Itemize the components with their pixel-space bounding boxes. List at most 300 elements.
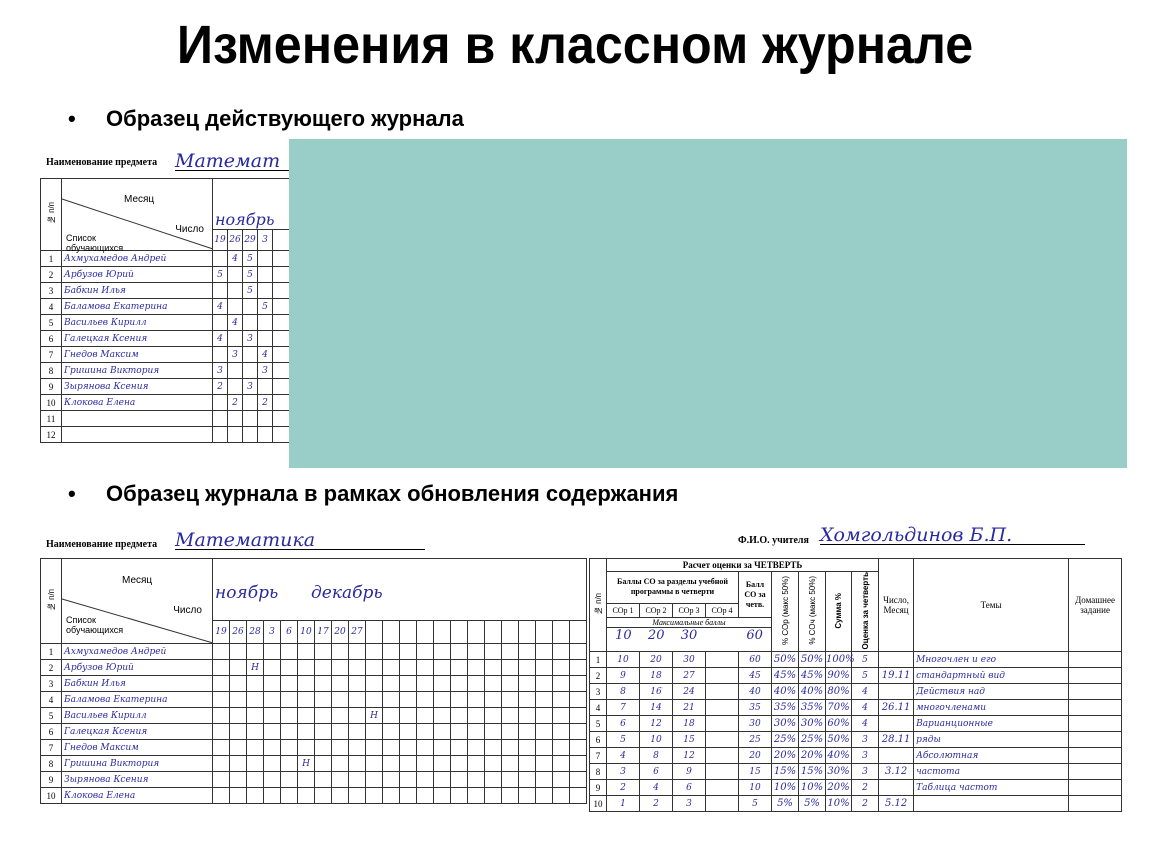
row-number: 4 [41, 299, 62, 315]
grade-cell: 2 [228, 395, 243, 411]
calc-s4 [706, 716, 739, 732]
grade-cell [485, 644, 502, 660]
grade-cell [247, 692, 264, 708]
calc-grade: 4 [852, 716, 879, 732]
grade-cell [553, 724, 570, 740]
grade-cell [519, 724, 536, 740]
grade-cell: 5 [243, 267, 258, 283]
grade-cell [417, 692, 434, 708]
journal2-row [41, 644, 587, 660]
journal2-month-label: Месяц [122, 575, 153, 586]
grade-cell [230, 724, 247, 740]
grade-cell [213, 772, 230, 788]
grade-cell [315, 692, 332, 708]
journal1-row [41, 267, 311, 283]
grade-cell [434, 772, 451, 788]
calc-p1: 30% [772, 716, 799, 732]
calc-grade: 2 [852, 796, 879, 812]
calc-s3: 3 [673, 796, 706, 812]
so-col-header: СОр 3 [673, 603, 706, 617]
grade-cell [366, 692, 383, 708]
row-number: 6 [590, 732, 607, 748]
empty-cell [570, 692, 587, 708]
grade-cell [553, 756, 570, 772]
calc-s1: 2 [607, 780, 640, 796]
grade-cell [434, 676, 451, 692]
so-col-header: СОр 4 [706, 603, 739, 617]
calc-grade: 4 [852, 700, 879, 716]
calc-s2: 20 [640, 652, 673, 668]
grade-cell [366, 676, 383, 692]
homework-cell [1069, 652, 1122, 668]
journal2-date-empty [519, 620, 536, 643]
grade-cell [315, 660, 332, 676]
grade-cell [247, 740, 264, 756]
calc-topic [914, 796, 1069, 812]
grade-cell [298, 788, 315, 804]
journal1-row [41, 379, 311, 395]
row-number: 11 [41, 411, 62, 427]
grade-cell [264, 772, 281, 788]
grade-cell [228, 363, 243, 379]
grade-cell [519, 692, 536, 708]
calc-s4 [706, 732, 739, 748]
grade-cell [366, 788, 383, 804]
student-name: Зырянова Ксения [62, 772, 213, 788]
journal2-date-empty [451, 620, 468, 643]
calc-p2: 25% [799, 732, 826, 748]
calc-ball: 15 [739, 764, 772, 780]
grade-cell [247, 676, 264, 692]
grade-cell [213, 660, 230, 676]
grade-cell [230, 772, 247, 788]
calc-ball: 20 [739, 748, 772, 764]
student-name: Гришина Виктория [62, 756, 213, 772]
grade-cell [553, 644, 570, 660]
journal1-row [41, 331, 311, 347]
grade-cell [298, 676, 315, 692]
calc-date [879, 716, 914, 732]
grade-cell [383, 788, 400, 804]
calc-s4 [706, 652, 739, 668]
grade-cell [485, 788, 502, 804]
grade-cell [451, 676, 468, 692]
calc-sum: 100% [826, 652, 852, 668]
calc-row [590, 700, 1122, 716]
grade-cell [417, 708, 434, 724]
grade-cell [213, 251, 228, 267]
grade-cell [349, 676, 366, 692]
grade-cell [281, 676, 298, 692]
grade-cell [258, 331, 273, 347]
grade-cell [264, 740, 281, 756]
grade-cell [315, 740, 332, 756]
grade-cell [400, 740, 417, 756]
calc-s1: 10 [607, 652, 640, 668]
grade-cell [468, 708, 485, 724]
grade-cell [213, 347, 228, 363]
journal2-date: 6 [281, 620, 298, 643]
grade-cell [230, 660, 247, 676]
calc-date: 3.12 [879, 764, 914, 780]
grade-cell [519, 756, 536, 772]
grade-cell [485, 692, 502, 708]
row-number: 3 [41, 676, 62, 692]
grade-cell [451, 692, 468, 708]
max-value [705, 628, 738, 643]
grade-cell: 2 [258, 395, 273, 411]
grade-cell [258, 315, 273, 331]
grade-cell [298, 692, 315, 708]
grade-cell [400, 772, 417, 788]
grade-cell [383, 708, 400, 724]
homework-cell [1069, 764, 1122, 780]
calc-date: 5.12 [879, 796, 914, 812]
grade-cell [230, 788, 247, 804]
grade-cell [434, 740, 451, 756]
grade-cell [332, 740, 349, 756]
grade-cell [468, 756, 485, 772]
calc-s4 [706, 748, 739, 764]
grade-cell [349, 660, 366, 676]
grade-cell [315, 772, 332, 788]
grade-cell [243, 315, 258, 331]
calc-s4 [706, 700, 739, 716]
grade-cell [468, 788, 485, 804]
journal2-row [41, 740, 587, 756]
grade-cell [349, 644, 366, 660]
grade-cell [383, 772, 400, 788]
grade-cell [400, 724, 417, 740]
grade-cell [264, 708, 281, 724]
calc-s2: 14 [640, 700, 673, 716]
calc-date: 26.11 [879, 700, 914, 716]
journal2-row [41, 676, 587, 692]
grade-cell [298, 724, 315, 740]
grade-cell [366, 660, 383, 676]
empty-cell [570, 740, 587, 756]
grade-cell [298, 740, 315, 756]
journal2-date: 27 [349, 620, 366, 643]
calc-s2: 16 [640, 684, 673, 700]
journal1-month-label: Месяц [124, 194, 155, 205]
grade-cell [502, 740, 519, 756]
student-name: Галецкая Ксения [62, 724, 213, 740]
journal2-list-label: Список обучающихся [66, 615, 124, 635]
grade-cell [228, 283, 243, 299]
calc-ball: 60 [739, 652, 772, 668]
grade-cell [228, 267, 243, 283]
grade-cell [485, 772, 502, 788]
calc-sum: 20% [826, 780, 852, 796]
calc-row [590, 684, 1122, 700]
student-name: Зырянова Ксения [62, 379, 213, 395]
grade-cell [417, 676, 434, 692]
absence-mark: Н [298, 756, 315, 772]
journal1-date: 29 [243, 230, 258, 251]
grade-cell [258, 427, 273, 443]
homework-cell [1069, 716, 1122, 732]
grade-cell [536, 644, 553, 660]
row-number: 8 [590, 764, 607, 780]
grade-cell: 3 [213, 363, 228, 379]
calc-date [879, 748, 914, 764]
grade-cell [264, 788, 281, 804]
bullet-dot: • [68, 106, 76, 131]
grade-cell [434, 724, 451, 740]
grade-cell [434, 788, 451, 804]
calc-p2: 35% [799, 700, 826, 716]
grade-cell [228, 299, 243, 315]
sections-header: Баллы СО за разделы учебной программы в четверти [607, 572, 739, 604]
calc-s2: 4 [640, 780, 673, 796]
grade-cell [434, 644, 451, 660]
grade-cell [451, 708, 468, 724]
grade-cell [281, 708, 298, 724]
grade-cell: 3 [228, 347, 243, 363]
row-number: 9 [41, 379, 62, 395]
row-number: 1 [41, 251, 62, 267]
grade-cell [451, 740, 468, 756]
journal2-date: 3 [264, 620, 281, 643]
grade-cell [230, 692, 247, 708]
calc-p1: 40% [772, 684, 799, 700]
calc-grade: 3 [852, 732, 879, 748]
calc-s1: 6 [607, 716, 640, 732]
grade-cell [349, 756, 366, 772]
grade-cell [485, 660, 502, 676]
student-name: Бабкин Илья [62, 283, 213, 299]
grade-quarter-header: Оценка за четверть [860, 572, 870, 650]
calc-p1: 35% [772, 700, 799, 716]
journal2-date: 19 [213, 620, 230, 643]
row-number: 3 [41, 283, 62, 299]
row-number: 2 [41, 660, 62, 676]
grade-cell [536, 772, 553, 788]
grade-cell [383, 676, 400, 692]
teal-cover-block [289, 139, 1127, 468]
calc-s3: 30 [673, 652, 706, 668]
calc-ball: 35 [739, 700, 772, 716]
calc-s2: 8 [640, 748, 673, 764]
grade-cell [332, 644, 349, 660]
journal2-right-table [589, 558, 1122, 812]
grade-cell [315, 724, 332, 740]
row-number: 5 [41, 315, 62, 331]
journal1-list-label: Список обучающихся [66, 233, 124, 253]
grade-cell [417, 772, 434, 788]
grade-cell [536, 660, 553, 676]
calc-s1: 3 [607, 764, 640, 780]
grade-cell [366, 740, 383, 756]
calc-sum: 60% [826, 716, 852, 732]
empty-cell [570, 788, 587, 804]
journal1-date: 19 [213, 230, 228, 251]
grade-cell [281, 724, 298, 740]
student-name: Гнедов Максим [62, 740, 213, 756]
grade-cell [519, 740, 536, 756]
grade-cell [243, 347, 258, 363]
journal2-row [41, 660, 587, 676]
grade-cell [451, 644, 468, 660]
journal2-date-empty [570, 620, 587, 643]
grade-cell [332, 756, 349, 772]
student-name: Галецкая Ксения [62, 331, 213, 347]
calc-topic: Абсолютная [914, 748, 1069, 764]
grade-cell [213, 411, 228, 427]
calc-p1: 20% [772, 748, 799, 764]
journal1-number-label: Число [175, 224, 204, 235]
calc-s3: 12 [673, 748, 706, 764]
calc-grade: 3 [852, 748, 879, 764]
grade-cell [228, 331, 243, 347]
grade-cell [332, 692, 349, 708]
grade-cell [400, 788, 417, 804]
homework-cell [1069, 796, 1122, 812]
calc-s1: 5 [607, 732, 640, 748]
calc-row [590, 748, 1122, 764]
calc-s2: 12 [640, 716, 673, 732]
journal2-date-empty [468, 620, 485, 643]
calc-ball: 40 [739, 684, 772, 700]
grade-cell [315, 676, 332, 692]
journal2-row [41, 788, 587, 804]
calc-s2: 18 [640, 668, 673, 684]
grade-cell [417, 740, 434, 756]
grade-cell [451, 724, 468, 740]
max-value: 20 [647, 628, 665, 644]
calc-ball: 45 [739, 668, 772, 684]
grade-cell [281, 756, 298, 772]
empty-cell [570, 708, 587, 724]
row-number: 9 [41, 772, 62, 788]
grade-cell [502, 772, 519, 788]
grade-cell: 4 [228, 315, 243, 331]
grade-cell [349, 692, 366, 708]
grade-cell [264, 644, 281, 660]
grade-cell [553, 772, 570, 788]
journal2-month2: декабрь [311, 583, 383, 603]
grade-cell [502, 660, 519, 676]
so-col-header: СОр 1 [607, 603, 640, 617]
grade-cell [243, 299, 258, 315]
row-number: 7 [590, 748, 607, 764]
journal1-row [41, 411, 311, 427]
calc-s3: 6 [673, 780, 706, 796]
calc-grade: 3 [852, 764, 879, 780]
calc-p1: 50% [772, 652, 799, 668]
calc-date [879, 652, 914, 668]
calc-date: 28.11 [879, 732, 914, 748]
grade-cell [400, 644, 417, 660]
grade-cell [536, 692, 553, 708]
homework-header: Домашнее задание [1069, 559, 1122, 652]
calc-grade: 2 [852, 780, 879, 796]
bullet-current-journal [68, 106, 464, 132]
journal1-row [41, 299, 311, 315]
calc-grade: 5 [852, 668, 879, 684]
calc-s3: 9 [673, 764, 706, 780]
calc-s3: 27 [673, 668, 706, 684]
student-name: Васильев Кирилл [62, 708, 213, 724]
grade-cell [243, 363, 258, 379]
grade-cell [230, 708, 247, 724]
journal1-header-cell [62, 179, 213, 251]
grade-cell [485, 756, 502, 772]
grade-cell [502, 756, 519, 772]
calc-s1: 7 [607, 700, 640, 716]
calc-topic: частота [914, 764, 1069, 780]
journal2-subject-value: Математика [175, 531, 425, 550]
calc-sum: 50% [826, 732, 852, 748]
empty-cell [570, 660, 587, 676]
grade-cell [468, 724, 485, 740]
row-number: 5 [41, 708, 62, 724]
grade-cell [281, 644, 298, 660]
row-number: 1 [590, 652, 607, 668]
calc-s3: 15 [673, 732, 706, 748]
student-name [62, 411, 213, 427]
grade-cell [281, 772, 298, 788]
grade-cell [536, 788, 553, 804]
grade-cell: 4 [213, 299, 228, 315]
calc-sum: 40% [826, 748, 852, 764]
max-score-label: Максимальные баллы [607, 618, 771, 628]
grade-cell [434, 756, 451, 772]
grade-cell [502, 644, 519, 660]
calc-topic: ряды [914, 732, 1069, 748]
journal2-date: 10 [298, 620, 315, 643]
grade-cell [213, 283, 228, 299]
grade-cell [243, 427, 258, 443]
calc-p2: 10% [799, 780, 826, 796]
pct-soch-header: % СОч (макс 50%) [807, 576, 817, 646]
grade-cell [468, 740, 485, 756]
grade-cell [383, 660, 400, 676]
sum-pct-header: Сумма % [834, 592, 843, 629]
grade-cell [383, 724, 400, 740]
grade-cell [502, 692, 519, 708]
journal2-date: 20 [332, 620, 349, 643]
grade-cell [519, 660, 536, 676]
journal1-row [41, 427, 311, 443]
journal2-row [41, 708, 587, 724]
calc-date [879, 780, 914, 796]
grade-cell [298, 660, 315, 676]
row-number: 7 [41, 347, 62, 363]
grade-cell [228, 411, 243, 427]
journal2-calc-col-num: № п/п [593, 593, 603, 616]
grade-cell [230, 756, 247, 772]
journal2-date-empty [536, 620, 553, 643]
grade-cell [315, 756, 332, 772]
journal1-row [41, 363, 311, 379]
slide-title: Изменения в классном журнале [176, 15, 974, 75]
homework-cell [1069, 780, 1122, 796]
grade-cell [502, 724, 519, 740]
empty-cell [570, 676, 587, 692]
calc-s1: 9 [607, 668, 640, 684]
journal1-subject-label: Наименование предмета [46, 157, 158, 168]
calc-p2: 20% [799, 748, 826, 764]
journal2-header-cell [62, 559, 213, 644]
grade-cell [485, 676, 502, 692]
grade-cell [553, 788, 570, 804]
grade-cell [417, 660, 434, 676]
calc-s2: 6 [640, 764, 673, 780]
grade-cell [298, 644, 315, 660]
grade-cell [213, 427, 228, 443]
